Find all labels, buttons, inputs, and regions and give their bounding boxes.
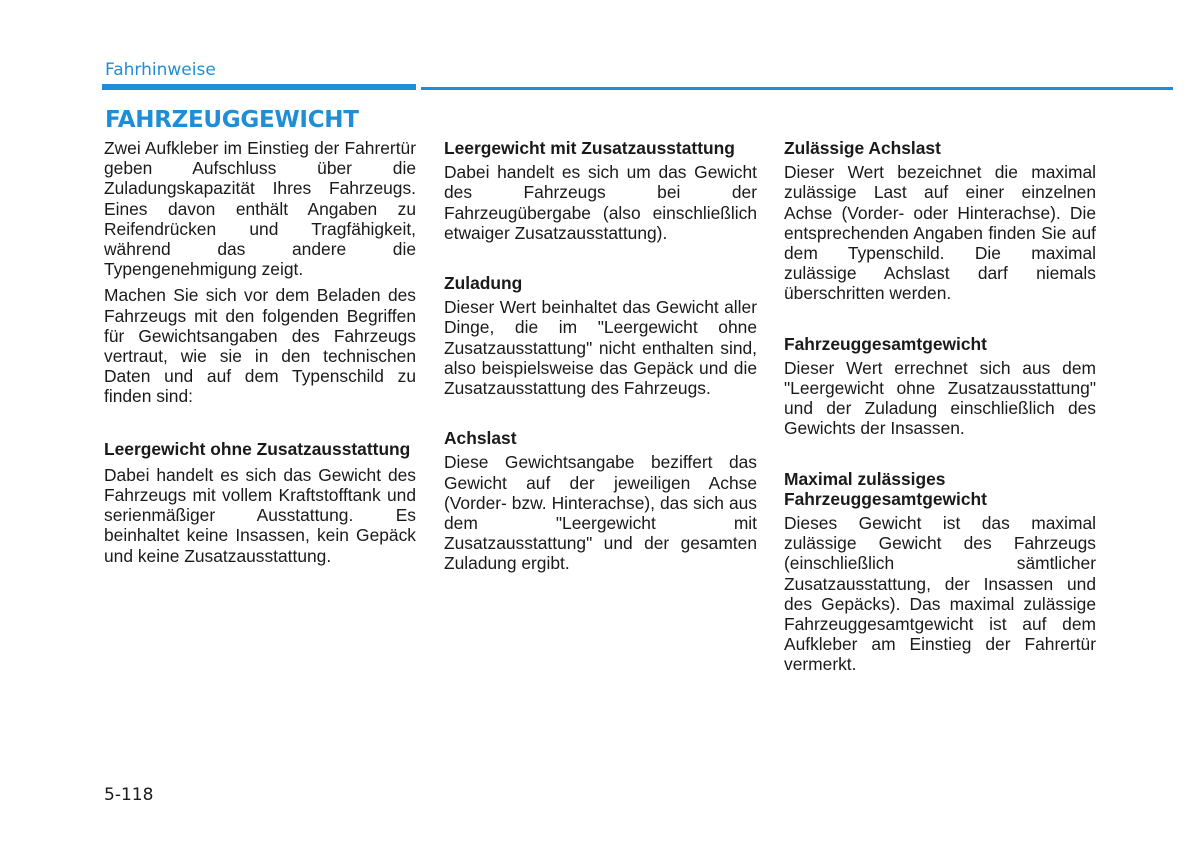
heading-zulaessige-achslast: Zulässige Achslast: [784, 138, 941, 158]
intro-paragraph-1: Zwei Aufkleber im Einstieg der Fahrertür geben Aufschluss über die Zuladungskapazität Ihres Fahrzeugs. Eines davon enthält Angaben zu Reifendrücken und Tragfähigkeit, während das andere die Typengenehmigung zeigt.: [104, 138, 416, 280]
intro-paragraph-2: Machen Sie sich vor dem Beladen des Fahrzeugs mit den folgenden Begriffen für Gewichtsangaben des Fahrzeugs vertraut, wie sie in den technischen Daten und auf dem Typenschild zu finden sind:: [104, 285, 416, 407]
heading-leergewicht-mit: Leergewicht mit Zusatzausstattung: [444, 138, 735, 158]
text-zulaessige-achslast: Dieser Wert bezeichnet die maximal zulässige Last auf einer einzelnen Achse (Vorder- oder Hinterachse). Die entsprechenden Angaben finden Sie auf dem Typenschild. Die maximal zulässige Achslast darf niemals überschritten werden.: [784, 162, 1096, 304]
column-3: [784, 138, 1096, 681]
text-achslast: Diese Gewichtsangabe beziffert das Gewicht auf der jeweiligen Achse (Vorder- bzw. Hinterachse), das sich aus dem "Leergewicht mit Zusatzausstattung" und der gesamten Zuladung ergibt.: [444, 452, 757, 574]
column-1: [104, 138, 416, 572]
page-number: 5-118: [104, 785, 154, 805]
text-fahrzeuggesamtgewicht: Dieser Wert errechnet sich aus dem "Leergewicht ohne Zusatzausstattung" und der Zuladung einschließlich des Gewichts der Insassen.: [784, 357, 1096, 439]
section-label: Fahrhinweise: [105, 60, 216, 80]
page-title: FAHRZEUGGEWICHT: [105, 107, 359, 133]
heading-fahrzeuggesamtgewicht: Fahrzeuggesamtgewicht: [784, 333, 987, 354]
text-leergewicht-ohne: Dabei handelt es sich das Gewicht des Fahrzeugs mit vollem Kraftstofftank und serienmäßiger Ausstattung. Es beinhaltet keine Insassen, kein Gepäck und keine Zusatzausstattung.: [104, 464, 416, 566]
header-rule-thin: [421, 87, 1173, 90]
heading-achslast: Achslast: [444, 428, 517, 449]
column-2: [444, 138, 757, 580]
text-leergewicht-mit: Dabei handelt es sich um das Gewicht des Fahrzeugs bei der Fahrzeugübergabe (also einschließlich etwaiger Zusatzausstattung).: [444, 162, 757, 243]
heading-max-gesamtgewicht: Maximal zulässiges Fahrzeuggesamtgewicht: [784, 468, 987, 509]
heading-leergewicht-ohne: Leergewicht ohne Zusatzausstattung: [104, 438, 411, 459]
text-max-gesamtgewicht: Dieses Gewicht ist das maximal zulässige Gewicht des Fahrzeugs (einschließlich sämtlicher Zusatzausstattung, der Insassen und des Gepäcks). Das maximal zulässige Fahrzeuggesamtgewicht ist auf dem Aufkleber am Einstieg der Fahrertür vermerkt.: [784, 513, 1096, 675]
text-zuladung: Dieser Wert beinhaltet das Gewicht aller Dinge, die im "Leergewicht ohne Zusatzausstattung" nicht enthalten sind, also beispielsweise das Gepäck und die Zusatzausstattung des Fahrzeugs.: [444, 297, 757, 399]
heading-zuladung: Zuladung: [444, 273, 523, 294]
header-rule-thick: [102, 84, 416, 90]
